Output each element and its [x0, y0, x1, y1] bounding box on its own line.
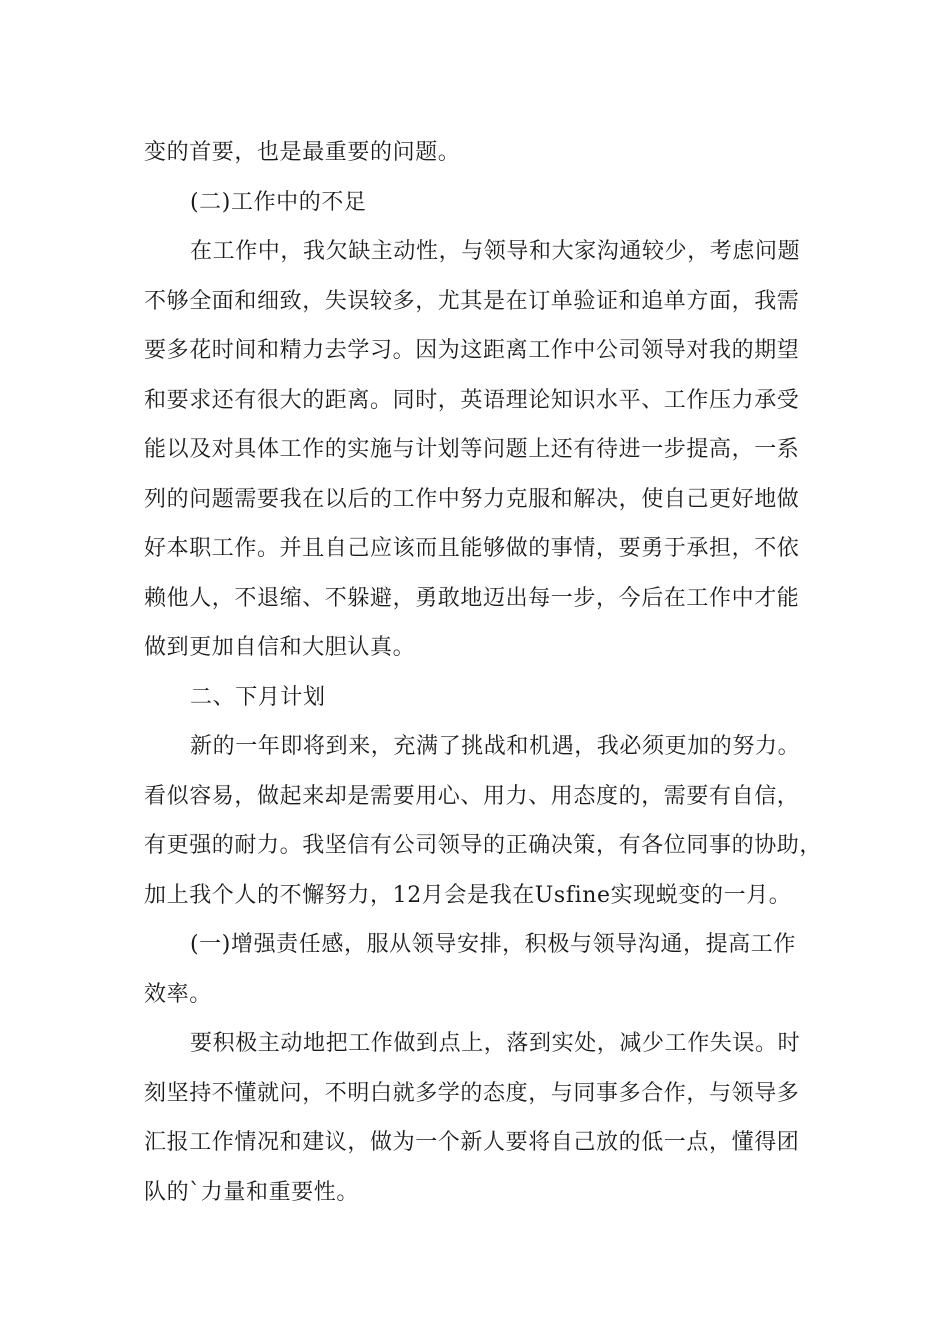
text-line: 赖他人，不退缩、不躲避，勇敢地迈出每一步，今后在工作中才能 [144, 585, 800, 611]
document-body [144, 128, 824, 1217]
text-line: 刻坚持不懂就问，不明白就多学的态度，与同事多合作，与领导多 [144, 1080, 800, 1106]
text-line: 做到更加自信和大胆认真。 [144, 635, 416, 660]
text-line: 和要求还有很大的距离。同时，英语理论知识水平、工作压力承受 [144, 387, 800, 413]
text-line: 有更强的耐力。我坚信有公司领导的正确决策，有各位同事的协助， [144, 833, 823, 858]
text-line: 新的一年即将到来，充满了挑战和机遇，我必须更加的努力。 [190, 734, 801, 759]
text-line: 看似容易，做起来却是需要用心、用力、用态度的，需要有自信， [144, 783, 800, 809]
text-line: 在工作中，我欠缺主动性，与领导和大家沟通较少，考虑问题 [190, 239, 801, 264]
section-heading: (一)增强责任感，服从领导安排，积极与领导沟通，提高工作 [190, 932, 796, 957]
text-line: 要多花时间和精力去学习。因为这距离工作中公司领导对我的期望 [144, 338, 800, 363]
text-line: 要积极主动地把工作做到点上，落到实处，减少工作失误。时 [190, 1031, 801, 1056]
text-line: 变的首要，也是最重要的问题。 [144, 140, 461, 165]
text-line: 队的`力量和重要性。 [144, 1179, 360, 1205]
section-heading: (二)工作中的不足 [190, 189, 367, 215]
text-line: 汇报工作情况和建议，做为一个新人要将自己放的低一点，懂得团 [144, 1130, 800, 1155]
text-line: 加上我个人的不懈努力，12月会是我在Usfine实现蜕变的一月。 [144, 882, 792, 908]
text-line: 好本职工作。并且自己应该而且能够做的事情，要勇于承担，不依 [144, 536, 800, 561]
text-line: 能以及对具体工作的实施与计划等问题上还有待进一步提高，一系 [144, 437, 800, 462]
text-line: 效率。 [144, 981, 212, 1007]
section-heading: 二、下月计划 [190, 684, 326, 710]
text-line: 不够全面和细致，失误较多，尤其是在订单验证和追单方面，我需 [144, 288, 800, 314]
text-line: 列的问题需要我在以后的工作中努力克服和解决，使自己更好地做 [144, 486, 800, 512]
